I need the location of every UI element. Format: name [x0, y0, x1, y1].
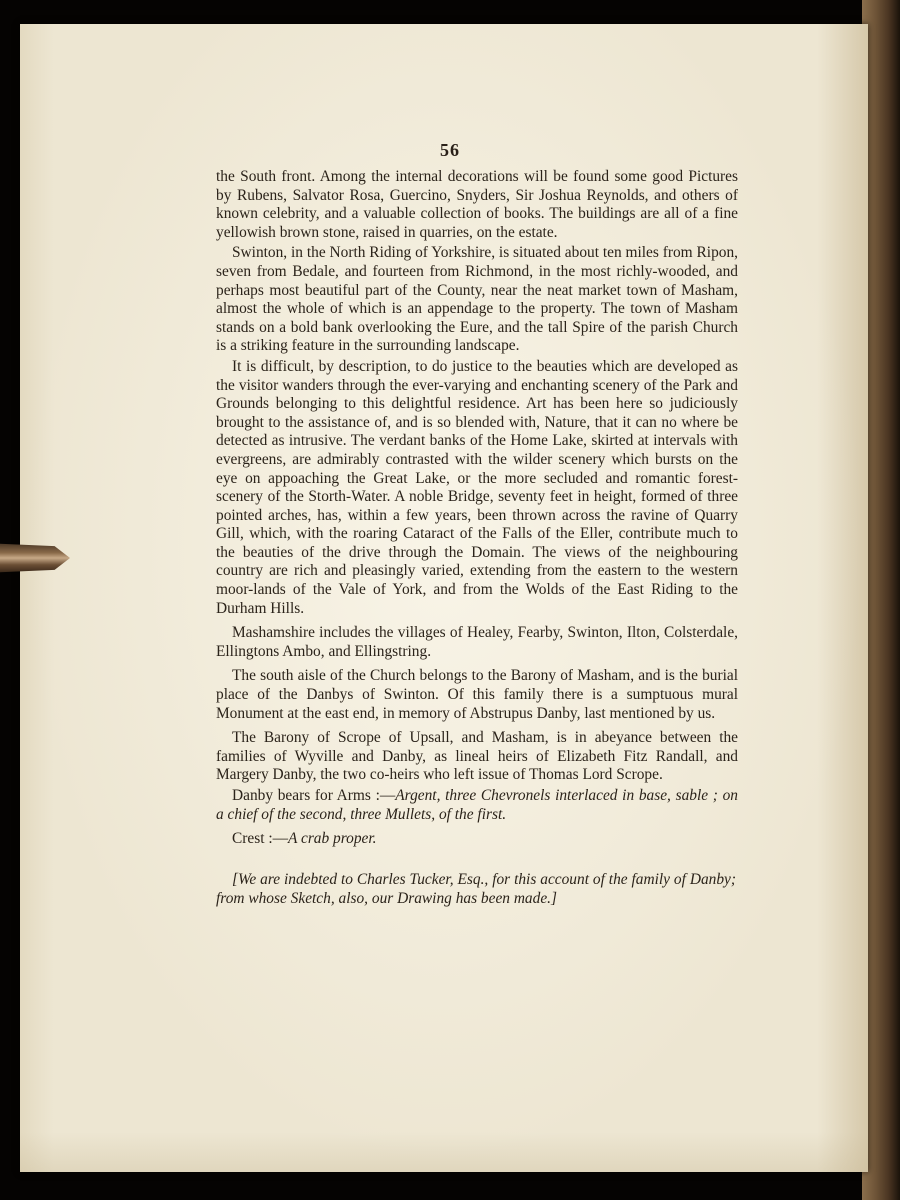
acknowledgement-note: [We are indebted to Charles Tucker, Esq., for this account of the family of Danby; from whose Sketch, also, our Drawing has been made.]: [216, 871, 736, 907]
arms-paragraph: [216, 787, 738, 824]
arms-lead: Danby bears for Arms :—: [232, 787, 396, 804]
paragraph: The Barony of Scrope of Upsall, and Masham, is in abeyance between the families of Wyville and Danby, as lineal heirs of Elizabeth Fitz Randall, and Margery Danby, the two co-heirs who left issue of Thomas Lord Scrope.: [216, 729, 738, 784]
body-text: [216, 168, 738, 851]
paragraph: Mashamshire includes the villages of Healey, Fearby, Swinton, Ilton, Colsterdale, Ellingtons Ambo, and Ellingstring.: [216, 624, 738, 660]
paragraph: The south aisle of the Church belongs to the Barony of Masham, and is the burial place of the Danbys of Swinton. Of this family there is a sumptuous mural Monument at the east end, in memory of Abstrupus Danby, last mentioned by us.: [216, 667, 738, 722]
page-number: 56: [440, 140, 460, 160]
paragraph: Swinton, in the North Riding of Yorkshire, is situated about ten miles from Ripon, seven from Bedale, and fourteen from Richmond, in the most richly-wooded, and perhaps most beautiful part of the County, near the neat market town of Masham, almost the whole of which is an appendage to the property. The town of Masham stands on a bold bank overlooking the Eure, and the tall Spire of the parish Church is a striking feature in the surrounding landscape.: [216, 244, 738, 355]
crest-blazon: A crab proper.: [288, 830, 377, 848]
paragraph: It is difficult, by description, to do justice to the beauties which are developed as the visitor wanders through the ever-varying and enchanting scenery of the Park and Grounds belonging to this delightful residence. Art has been here so judiciously brought to the assistance of, and is so blended with, Nature, that it can no where be detected as intrusive. The verdant banks of the Home Lake, skirted at intervals with evergreens, are admirably contrasted with the wilder scenery which bursts on the eye on appoaching the Great Lake, or the more secluded and romantic forest-scenery of the Storth-Water. A noble Bridge, seventy feet in height, formed of three pointed arches, has, within a few years, been thrown across the ravine of Quarry Gill, which, with the roaring Cataract of the Falls of the Eller, contribute much to the beauties of the drive through the Domain. The views of the neighbouring country are rich and pleasingly varied, extending from the eastern to the western moor-lands of the Vale of York, and from the Wolds of the East Riding to the Durham Hills.: [216, 357, 738, 617]
crest-lead: Crest :—: [232, 830, 289, 848]
paragraph: the South front. Among the internal decorations will be found some good Pictures by Rubens, Salvator Rosa, Guercino, Snyders, Sir Joshua Reynolds, and others of known celebrity, and a valuable collection of books. The buildings are all of a fine yellowish brown stone, raised in quarries, on the estate.: [216, 168, 738, 241]
arms-blazon: Argent, three Chevronels interlaced in base, sable ; on a chief of the second, three Mullets, of the first.: [216, 787, 738, 823]
crest-paragraph: [216, 830, 738, 849]
